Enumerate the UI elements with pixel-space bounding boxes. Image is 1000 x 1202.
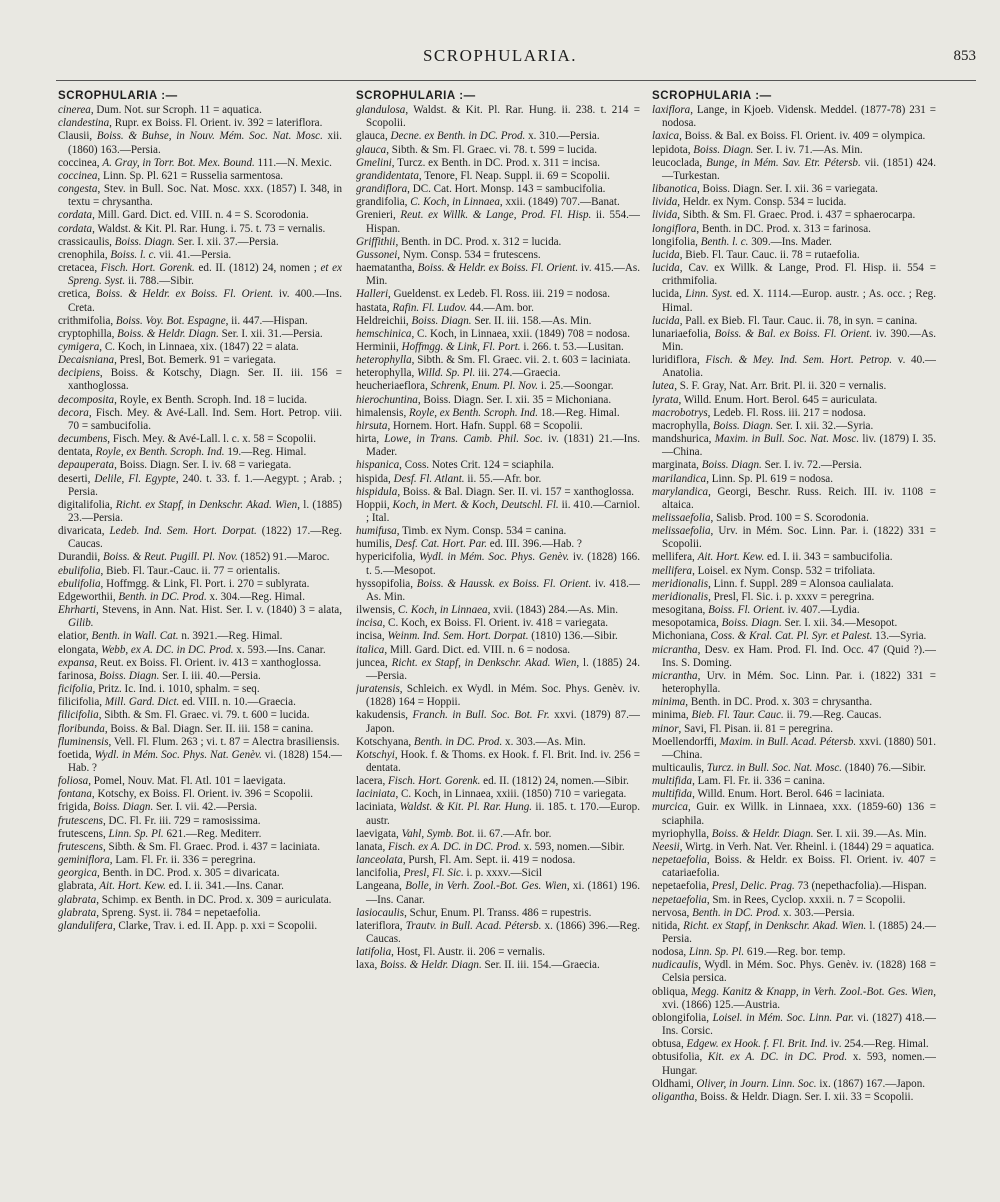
index-entry: heterophylla, Sibth. & Sm. Fl. Graec. vii. 2. t. 603 = laciniata. (356, 354, 631, 367)
index-entry: hyssopifolia, Boiss. & Haussk. ex Boiss. Fl. Orient. iv. 418.—As. Min. (356, 577, 640, 603)
index-entry: livida, Heldr. ex Nym. Consp. 534 = lucida. (652, 196, 847, 209)
index-entry: incisa, C. Koch, ex Boiss. Fl. Orient. iv. 418 = variegata. (356, 617, 609, 630)
index-entry: laevigata, Vahl, Symb. Bot. ii. 67.—Afr. bor. (356, 827, 552, 840)
index-entry: marginata, Boiss. Diagn. Ser. I. iv. 72.—Persia. (652, 459, 862, 472)
index-entry: cryptophilla, Boiss. & Heldr. Diagn. Ser. I. xii. 31.—Persia. (58, 327, 323, 340)
index-entry: mellifera, Loisel. ex Nym. Consp. 532 = trifoliata. (652, 564, 876, 577)
index-entry: nodosa, Linn. Sp. Pl. 619.—Reg. bor. temp. (652, 946, 846, 959)
index-entry: macrobotrys, Ledeb. Fl. Ross. iii. 217 = nodosa. (652, 406, 866, 419)
index-entry: minima, Bieb. Fl. Taur. Cauc. ii. 79.—Reg. Caucas. (652, 709, 882, 722)
index-entry: Clausii, Boiss. & Buhse, in Nouv. Mém. Soc. Nat. Mosc. xii. (1860) 163.—Persia. (58, 130, 342, 156)
index-entry: laxica, Boiss. & Bal. ex Boiss. Fl. Orient. iv. 409 = olympica. (652, 130, 926, 143)
index-entry: glandulifera, Clarke, Trav. i. ed. II. App. p. xxi = Scopolii. (58, 919, 318, 932)
index-entry: macrophylla, Boiss. Diagn. Ser. I. xii. 32.—Syria. (652, 419, 874, 432)
index-entry: laxiflora, Lange, in Kjoeb. Vidensk. Meddel. (1877-78) 231 = nodosa. (652, 104, 936, 130)
index-entry: haematantha, Boiss. & Heldr. ex Boiss. Fl. Orient. iv. 415.—As. Min. (356, 262, 640, 288)
index-entry: Kotschyana, Benth. in DC. Prod. x. 303.—As. Min. (356, 735, 586, 748)
index-entry: longiflora, Benth. in DC. Prod. x. 313 = farinosa. (652, 222, 871, 235)
index-entry: hemschinica, C. Koch, in Linnaea, xxii. (1849) 708 = nodosa. (356, 327, 630, 340)
index-entry: congesta, Stev. in Bull. Soc. Nat. Mosc. xxx. (1857) I. 348, in textu = chrysantha. (58, 183, 342, 209)
index-entry: Edgeworthii, Benth. in DC. Prod. x. 304.—Reg. Himal. (58, 590, 306, 603)
index-entry: lepidota, Boiss. Diagn. Ser. I. iv. 71.—As. Min. (652, 143, 863, 156)
index-entry: meridionalis, Linn. f. Suppl. 289 = Alonsoa caulialata. (652, 577, 894, 590)
index-entry: farinosa, Boiss. Diagn. Ser. I. iii. 40.—Persia. (58, 669, 261, 682)
index-entry: nepetaefolia, Sm. in Rees, Cyclop. xxxii. n. 7 = Scopolii. (652, 893, 906, 906)
index-entry: Oldhami, Oliver, in Journ. Linn. Soc. ix. (1867) 167.—Japon. (652, 1077, 926, 1090)
index-entry: georgica, Benth. in DC. Prod. x. 305 = divaricata. (58, 867, 280, 880)
index-entry: Decaisniana, Presl, Bot. Bemerk. 91 = variegata. (58, 354, 276, 367)
index-entry: mesopotamica, Boiss. Diagn. Ser. I. xii. 34.—Mesopot. (652, 617, 898, 630)
index-entry: fontana, Kotschy, ex Boiss. Fl. Orient. iv. 396 = Scopolii. (58, 788, 314, 801)
index-entry: nudicaulis, Wydl. in Mém. Soc. Phys. Genèv. iv. (1828) 168 = Celsia persica. (652, 959, 936, 985)
index-entry: geminiflora, Lam. Fl. Fr. ii. 336 = peregrina. (58, 854, 256, 867)
index-entry: multicaulis, Turcz. in Bull. Soc. Nat. Mosc. (1840) 76.—Sibir. (652, 761, 926, 774)
index-entry: fluminensis, Vell. Fl. Flum. 263 ; vi. t. 87 = Alectra brasiliensis. (58, 735, 340, 748)
index-entry: kakudensis, Franch. in Bull. Soc. Bot. Fr. xxvi. (1879) 87.—Japon. (356, 709, 640, 735)
index-entry: murcica, Guir. ex Willk. in Linnaea, xxx. (1859-60) 136 = sciaphila. (652, 801, 936, 827)
index-entry: lucida, Pall. ex Bieb. Fl. Taur. Cauc. ii. 78, in syn. = canina. (652, 314, 918, 327)
index-entry: minor, Savi, Fl. Pisan. ii. 81 = peregrina. (652, 722, 833, 735)
index-entry: meridionalis, Presl, Fl. Sic. i. p. xxxv = peregrina. (652, 590, 875, 603)
index-entry: nepetaefolia, Boiss. & Heldr. ex Boiss. Fl. Orient. iv. 407 = catariaefolia. (652, 854, 936, 880)
index-entry: decomposita, Royle, ex Benth. Scroph. Ind. 18 = lucida. (58, 393, 308, 406)
index-entry: crenophila, Boiss. l. c. vii. 41.—Persia. (58, 248, 232, 261)
index-entry: nitida, Richt. ex Stapf, in Denkschr. Akad. Wien. l. (1885) 24.—Persia. (652, 919, 936, 945)
index-entry: multifida, Lam. Fl. Fr. ii. 336 = canina. (652, 775, 825, 788)
index-entry: Grenieri, Reut. ex Willk. & Lange, Prod. Fl. Hisp. ii. 554.—Hispan. (356, 209, 640, 235)
index-entry: minima, Benth. in DC. Prod. x. 303 = chrysantha. (652, 696, 873, 709)
index-entry: lacera, Fisch. Hort. Gorenk. ed. II. (1812) 24, nomen.—Sibir. (356, 775, 629, 788)
index-entry: foetida, Wydl. in Mém. Soc. Phys. Nat. Genèv. vi. (1828) 154.—Hab. ? (58, 748, 342, 774)
index-entry: Moellendorffi, Maxim. in Bull. Acad. Pétersb. xxvi. (1880) 501.—China. (652, 735, 936, 761)
index-entry: Gmelini, Turcz. ex Benth. in DC. Prod. x. 311 = incisa. (356, 156, 601, 169)
index-entry: cinerea, Dum. Not. sur Scroph. 11 = aquatica. (58, 104, 262, 117)
index-entry: glabrata, Ait. Hort. Kew. ed. I. ii. 341.—Ins. Canar. (58, 880, 284, 893)
index-entry: oblongifolia, Loisel. in Mém. Soc. Linn. Par. vi. (1827) 418.—Ins. Corsic. (652, 1011, 936, 1038)
index-entry: dentata, Royle, ex Benth. Scroph. Ind. 19.—Reg. Himal. (58, 446, 307, 459)
index-entry: ebulifolia, Hoffmgg. & Link, Fl. Port. i. 270 = sublyrata. (58, 577, 310, 590)
index-entry: frutescens, Linn. Sp. Pl. 621.—Reg. Mediterr. (58, 827, 262, 840)
index-entry: nervosa, Benth. in DC. Prod. x. 303.—Persia. (652, 906, 855, 919)
index-entry: cretacea, Fisch. Hort. Gorenk. ed. II. (1812) 24, nomen ; et ex Spreng. Syst. ii. 788.—Sibir. (58, 262, 342, 288)
index-entry: hispidula, Boiss. & Bal. Diagn. Ser. II. vi. 157 = xanthoglossa. (356, 485, 635, 498)
index-entry: frutescens, Sibth. & Sm. Fl. Graec. Prod. i. 437 = laciniata. (58, 840, 321, 853)
index-entry: lancifolia, Presl, Fl. Sic. i. p. xxxv.—Sicil (356, 867, 542, 880)
index-entry: grandidentata, Tenore, Fl. Neap. Suppl. ii. 69 = Scopolii. (356, 169, 610, 182)
index-entry: grandiflora, DC. Cat. Hort. Monsp. 143 = sambucifolia. (356, 183, 606, 196)
index-entry: filicifolia, Mill. Gard. Dict. ed. VIII. n. 10.—Graecia. (58, 696, 296, 709)
index-entry: cordata, Waldst. & Kit. Pl. Rar. Hung. i. 75. t. 73 = vernalis. (58, 222, 326, 235)
index-entry: deserti, Delile, Fl. Egypte, 240. t. 33. f. 1.—Aegypt. ; Arab. ; Persia. (58, 472, 342, 498)
index-entry: Durandii, Boiss. & Reut. Pugill. Pl. Nov. (1852) 91.—Maroc. (58, 551, 330, 564)
index-entry: obliqua, Megg. Kanitz & Knapp, in Verh. Zool.-Bot. Ges. Wien, xvi. (1866) 125.—Austria. (652, 985, 936, 1011)
column-heading: SCROPHULARIA :— (356, 90, 476, 102)
index-entry: mellifera, Ait. Hort. Kew. ed. I. ii. 343 = sambucifolia. (652, 551, 893, 564)
index-entry: glabrata, Schimp. ex Benth. in DC. Prod. x. 309 = auriculata. (58, 893, 332, 906)
index-entry: mesogitana, Boiss. Fl. Orient. iv. 407.—Lydia. (652, 604, 860, 617)
index-entry: hirsuta, Hornem. Hort. Hafn. Suppl. 68 = Scopolii. (356, 419, 583, 432)
index-entry: latifolia, Host, Fl. Austr. ii. 206 = vernalis. (356, 946, 546, 959)
index-entry: heucheriaeflora, Schrenk, Enum. Pl. Nov. i. 25.—Soongar. (356, 380, 614, 393)
index-entry: livida, Sibth. & Sm. Fl. Graec. Prod. i. 437 = sphaerocarpa. (652, 209, 916, 222)
column-heading: SCROPHULARIA :— (58, 90, 178, 102)
column-heading: SCROPHULARIA :— (652, 90, 772, 102)
index-entry: ilwensis, C. Koch, in Linnaea, xvii. (1843) 284.—As. Min. (356, 604, 618, 617)
index-entry: heterophylla, Willd. Sp. Pl. iii. 274.—Graecia. (356, 367, 561, 380)
entry-list (652, 104, 936, 1104)
index-entry: laciniata, C. Koch, in Linnaea, xxiii. (1850) 710 = variegata. (356, 788, 627, 801)
index-entry: myriophylla, Boiss. & Heldr. Diagn. Ser. I. xii. 39.—As. Min. (652, 827, 927, 840)
index-entry: Halleri, Gueldenst. ex Ledeb. Fl. Ross. iii. 219 = nodosa. (356, 288, 610, 301)
index-entry: filicifolia, Sibth. & Sm. Fl. Graec. vi. 79. t. 600 = lucida. (58, 709, 310, 722)
index-entry: obtusifolia, Kit. ex A. DC. in DC. Prod. x. 593, nomen.—Hungar. (652, 1051, 936, 1077)
index-entry: cymigera, C. Koch, in Linnaea, xix. (1847) 22 = alata. (58, 340, 299, 353)
index-entry: expansa, Reut. ex Boiss. Fl. Orient. iv. 413 = xanthoglossa. (58, 656, 322, 669)
index-entry: lucida, Bieb. Fl. Taur. Cauc. ii. 78 = rutaefolia. (652, 248, 860, 261)
index-entry: lyrata, Willd. Enum. Hort. Berol. 645 = auriculata. (652, 393, 878, 406)
column-2 (356, 90, 640, 1195)
index-entry: glauca, Sibth. & Sm. Fl. Graec. vi. 78. t. 599 = lucida. (356, 143, 598, 156)
index-entry: leucoclada, Bunge, in Mém. Sav. Etr. Pétersb. vii. (1851) 424.—Turkestan. (652, 156, 936, 182)
index-entry: lanceolata, Pursh, Fl. Am. Sept. ii. 419 = nodosa. (356, 854, 576, 867)
index-entry: depauperata, Boiss. Diagn. Ser. I. iv. 68 = variegata. (58, 459, 292, 472)
index-entry: juratensis, Schleich. ex Wydl. in Mém. Soc. Phys. Genèv. iv. (1828) 164 = Hoppii. (356, 683, 640, 709)
index-entry: Gussonei, Nym. Consp. 534 = frutescens. (356, 248, 541, 261)
index-entry: lasiocaulis, Schur, Enum. Pl. Transs. 486 = rupestris. (356, 906, 592, 919)
index-entry: humilis, Desf. Cat. Hort. Par. ed. III. 396.—Hab. ? (356, 538, 582, 551)
index-entry: glabrata, Spreng. Syst. ii. 784 = nepetaefolia. (58, 906, 261, 919)
index-entry: lateriflora, Trautv. in Bull. Acad. Pétersb. x. (1866) 396.—Reg. Caucas. (356, 919, 640, 945)
index-entry: lanata, Fisch. ex A. DC. in DC. Prod. x. 593, nomen.—Sibir. (356, 840, 625, 853)
index-entry: grandifolia, C. Koch, in Linnaea, xxii. (1849) 707.—Banat. (356, 196, 620, 209)
index-entry: glandulosa, Waldst. & Kit. Pl. Rar. Hung. ii. 238. t. 214 = Scopolii. (356, 104, 640, 130)
index-entry: obtusa, Edgew. ex Hook. f. Fl. Brit. Ind. iv. 254.—Reg. Himal. (652, 1038, 929, 1051)
index-entry: Kotschyi, Hook. f. & Thoms. ex Hook. f. Fl. Brit. Ind. iv. 256 = dentata. (356, 748, 640, 774)
index-entry: ebulifolia, Bieb. Fl. Taur.-Cauc. ii. 77 = orientalis. (58, 564, 281, 577)
index-entry: clandestina, Rupr. ex Boiss. Fl. Orient. iv. 392 = lateriflora. (58, 117, 323, 130)
index-entry: hastata, Rafin. Fl. Ludov. 44.—Am. bor. (356, 301, 534, 314)
index-entry: lucida, Linn. Syst. ed. X. 1114.—Europ. austr. ; As. occ. ; Reg. Himal. (652, 288, 936, 314)
index-entry: divaricata, Ledeb. Ind. Sem. Hort. Dorpat. (1822) 17.—Reg. Caucas. (58, 525, 342, 551)
index-entry: elatior, Benth. in Wall. Cat. n. 3921.—Reg. Himal. (58, 630, 283, 643)
index-entry: marylandica, Georgi, Beschr. Russ. Reich. III. iv. 1108 = altaica. (652, 485, 936, 511)
running-head-title: SCROPHULARIA. (422, 46, 578, 65)
page-number: 853 (953, 48, 976, 64)
index-entry: incisa, Weinm. Ind. Sem. Hort. Dorpat. (1810) 136.—Sibir. (356, 630, 618, 643)
index-entry: elongata, Webb, ex A. DC. in DC. Prod. x. 593.—Ins. Canar. (58, 643, 326, 656)
index-entry: Michoniana, Coss. & Kral. Cat. Pl. Syr. et Palest. 13.—Syria. (652, 630, 927, 643)
index-entry: hispanica, Coss. Notes Crit. 124 = sciaphila. (356, 459, 554, 472)
header-rule (56, 80, 976, 81)
index-entry: coccinea, Linn. Sp. Pl. 621 = Russelia sarmentosa. (58, 169, 284, 182)
index-entry: hispida, Desf. Fl. Atlant. ii. 55.—Afr. bor. (356, 472, 542, 485)
index-entry: cordata, Mill. Gard. Dict. ed. VIII. n. 4 = S. Scorodonia. (58, 209, 309, 222)
index-entry: melissaefolia, Salisb. Prod. 100 = S. Scorodonia. (652, 512, 869, 524)
index-entry: hypericifolia, Wydl. in Mém. Soc. Phys. Genèv. iv. (1828) 166. t. 5.—Mesopot. (356, 551, 640, 577)
index-entry: Ehrharti, Stevens, in Ann. Nat. Hist. Ser. I. v. (1840) 3 = alata, Gilib. (58, 604, 342, 630)
index-entry: hierochuntina, Boiss. Diagn. Ser. I. xii. 35 = Michoniana. (356, 393, 612, 406)
index-entry: laxa, Boiss. & Heldr. Diagn. Ser. II. iii. 154.—Graecia. (356, 959, 600, 972)
column-1 (58, 90, 342, 1195)
index-entry: frutescens, DC. Fl. Fr. iii. 729 = ramosissima. (58, 814, 261, 827)
index-entry: cretica, Boiss. & Heldr. ex Boiss. Fl. Orient. iv. 400.—Ins. Creta. (58, 288, 342, 314)
index-entry: lutea, S. F. Gray, Nat. Arr. Brit. Pl. ii. 320 = vernalis. (652, 380, 887, 393)
index-entry: mandshurica, Maxim. in Bull. Soc. Nat. Mosc. liv. (1879) I. 35.—China. (652, 433, 936, 459)
index-entry: floribunda, Boiss. & Bal. Diagn. Ser. II. iii. 158 = canina. (58, 722, 314, 735)
index-entry: coccinea, A. Gray, in Torr. Bot. Mex. Bound. 111.—N. Mexic. (58, 156, 332, 169)
index-entry: decora, Fisch. Mey. & Avé-Lall. Ind. Sem. Hort. Petrop. viii. 70 = sambucifolia. (58, 406, 342, 432)
index-entry: decumbens, Fisch. Mey. & Avé-Lall. l. c. x. 58 = Scopolii. (58, 433, 316, 446)
index-entry: himalensis, Royle, ex Benth. Scroph. Ind. 18.—Reg. Himal. (356, 406, 620, 419)
column-3 (652, 90, 936, 1195)
index-entry: Langeana, Bolle, in Verh. Zool.-Bot. Ges. Wien, xi. (1861) 196.—Ins. Canar. (356, 880, 640, 906)
index-entry: humifusa, Timb. ex Nym. Consp. 534 = canina. (356, 525, 567, 538)
index-entry: crithmifolia, Boiss. Voy. Bot. Espagne, ii. 447.—Hispan. (58, 314, 308, 327)
index-entry: multifida, Willd. Enum. Hort. Berol. 646 = laciniata. (652, 788, 885, 801)
index-entry: Heldreichii, Boiss. Diagn. Ser. II. iii. 158.—As. Min. (356, 314, 592, 327)
index-entry: lucida, Cav. ex Willk. & Lange, Prod. Fl. Hisp. ii. 554 = crithmifolia. (652, 262, 936, 288)
index-entry: Neesii, Wirtg. in Verh. Nat. Ver. Rheinl. i. (1844) 29 = aquatica. (652, 840, 935, 853)
index-entry: nepetaefolia, Presl, Delic. Prag. 73 (nepethacfolia).—Hispan. (652, 880, 927, 893)
index-entry: foliosa, Pomel, Nouv. Mat. Fl. Atl. 101 = laevigata. (58, 775, 286, 788)
index-entry: Hoppii, Koch, in Mert. & Koch, Deutschl. Fl. ii. 410.—Carniol. ; Ital. (356, 498, 640, 524)
index-entry: crassicaulis, Boiss. Diagn. Ser. I. xii. 37.—Persia. (58, 235, 279, 248)
index-entry: Griffithii, Benth. in DC. Prod. x. 312 = lucida. (356, 235, 562, 248)
index-entry: laciniata, Waldst. & Kit. Pl. Rar. Hung. ii. 185. t. 170.—Europ. austr. (356, 801, 640, 827)
index-entry: decipiens, Boiss. & Kotschy, Diagn. Ser. II. iii. 156 = xanthoglossa. (58, 367, 342, 393)
index-entry: glauca, Decne. ex Benth. in DC. Prod. x. 310.—Persia. (356, 130, 600, 143)
index-entry: italica, Mill. Gard. Dict. ed. VIII. n. 6 = nodosa. (356, 643, 571, 656)
entry-list (58, 104, 342, 933)
index-entry: micrantha, Desv. ex Ham. Prod. Fl. Ind. Occ. 47 (Quid ?).—Ins. S. Doming. (652, 643, 936, 669)
index-entry: oligantha, Boiss. & Heldr. Diagn. Ser. I. xii. 33 = Scopolii. (652, 1090, 914, 1103)
index-entry: hirta, Lowe, in Trans. Camb. Phil. Soc. iv. (1831) 21.—Ins. Mader. (356, 433, 640, 459)
index-entry: ficifolia, Pritz. Ic. Ind. i. 1010, sphalm. = seq. (58, 683, 260, 696)
index-entry: lunariaefolia, Boiss. & Bal. ex Boiss. Fl. Orient. iv. 390.—As. Min. (652, 327, 936, 353)
index-entry: longifolia, Benth. l. c. 309.—Ins. Mader. (652, 235, 832, 248)
index-entry: marilandica, Linn. Sp. Pl. 619 = nodosa. (652, 472, 833, 485)
index-entry: frigida, Boiss. Diagn. Ser. I. vii. 42.—Persia. (58, 801, 258, 814)
index-entry: digitalifolia, Richt. ex Stapf, in Denkschr. Akad. Wien, l. (1885) 23.—Persia. (58, 498, 342, 524)
entry-list (356, 104, 640, 972)
index-entry: micrantha, Urv. in Mém. Soc. Linn. Par. i. (1822) 331 = heterophylla. (652, 669, 936, 696)
index-entry: luridiflora, Fisch. & Mey. Ind. Sem. Hort. Petrop. v. 40.—Anatolia. (652, 354, 936, 380)
index-entry: Herminii, Hoffmgg. & Link, Fl. Port. i. 266. t. 53.—Lusitan. (356, 340, 624, 353)
index-entry: juncea, Richt. ex Stapf, in Denkschr. Akad. Wien, l. (1885) 24.—Persia. (356, 656, 640, 682)
index-entry: melissaefolia, Urv. in Mém. Soc. Linn. Par. i. (1822) 331 = Scopolii. (652, 525, 936, 551)
index-entry: libanotica, Boiss. Diagn. Ser. I. xii. 36 = variegata. (652, 183, 878, 196)
